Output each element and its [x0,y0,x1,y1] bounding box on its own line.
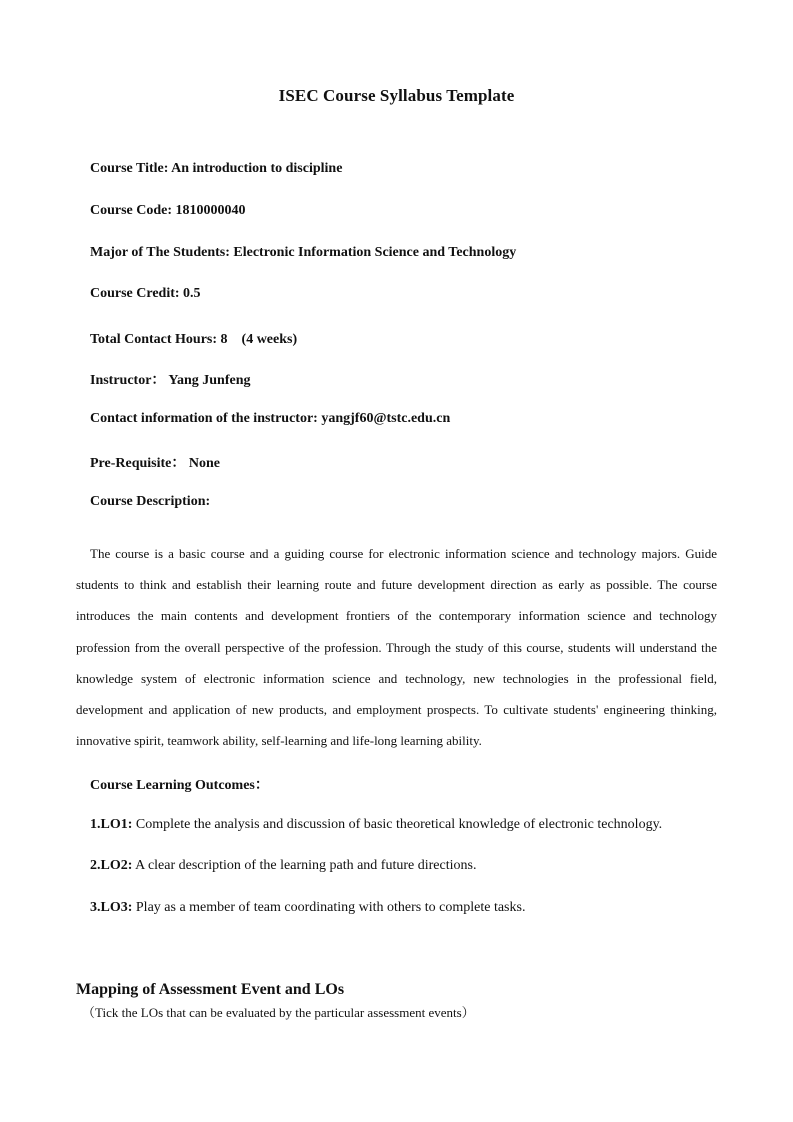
learning-outcome-text: A clear description of the learning path and future directions. [132,858,477,873]
learning-outcome-item [90,817,662,833]
major-field: Major of The Students: Electronic Information Science and Technology [90,245,517,260]
learning-outcome-label: 3.LO3: [90,900,133,915]
course-description-text: The course is a basic course and a guiding course for electronic information science and technology majors. Guide students to think and establish their learning route and future development direction as early as possible. The course introduces the main contents and development frontiers of the contemporary information science and technology profession from the overall perspective of the profession. Through the study of this course, students will understand the knowledge system of electronic information science and technology, new technologies in the professional field, development and application of new products, and employment prospects. To cultivate students' engineering thinking, innovative spirit, teamwork ability, self-learning and life-long learning ability. [76,546,717,749]
course-credit-field: Course Credit: 0.5 [90,286,201,301]
learning-outcome-text: Complete the analysis and discussion of basic theoretical knowledge of electronic technology. [132,817,663,832]
mapping-section-heading: Mapping of Assessment Event and LOs [76,981,345,998]
learning-outcome-label: 2.LO2: [90,858,133,873]
prerequisite-field: Pre-Requisite： None [90,456,220,471]
instructor-field: Instructor： Yang Junfeng [90,373,251,388]
learning-outcome-label: 1.LO1: [90,817,133,832]
document-title: ISEC Course Syllabus Template [278,86,515,105]
learning-outcome-item [90,858,476,874]
contact-hours-field: Total Contact Hours: 8 (4 weeks) [90,332,298,347]
course-code-field: Course Code: 1810000040 [90,203,246,218]
contact-info-field: Contact information of the instructor: yangjf60@tstc.edu.cn [90,411,451,426]
learning-outcomes-heading: Course Learning Outcomes： [90,778,269,793]
learning-outcome-item [90,900,525,916]
mapping-section-note: （Tick the LOs that can be evaluated by the particular assessment events） [82,1005,475,1020]
course-description-label: Course Description: [90,494,211,509]
course-title-field: Course Title: An introduction to discipline [90,161,343,176]
learning-outcome-text: Play as a member of team coordinating with others to complete tasks. [132,900,526,915]
